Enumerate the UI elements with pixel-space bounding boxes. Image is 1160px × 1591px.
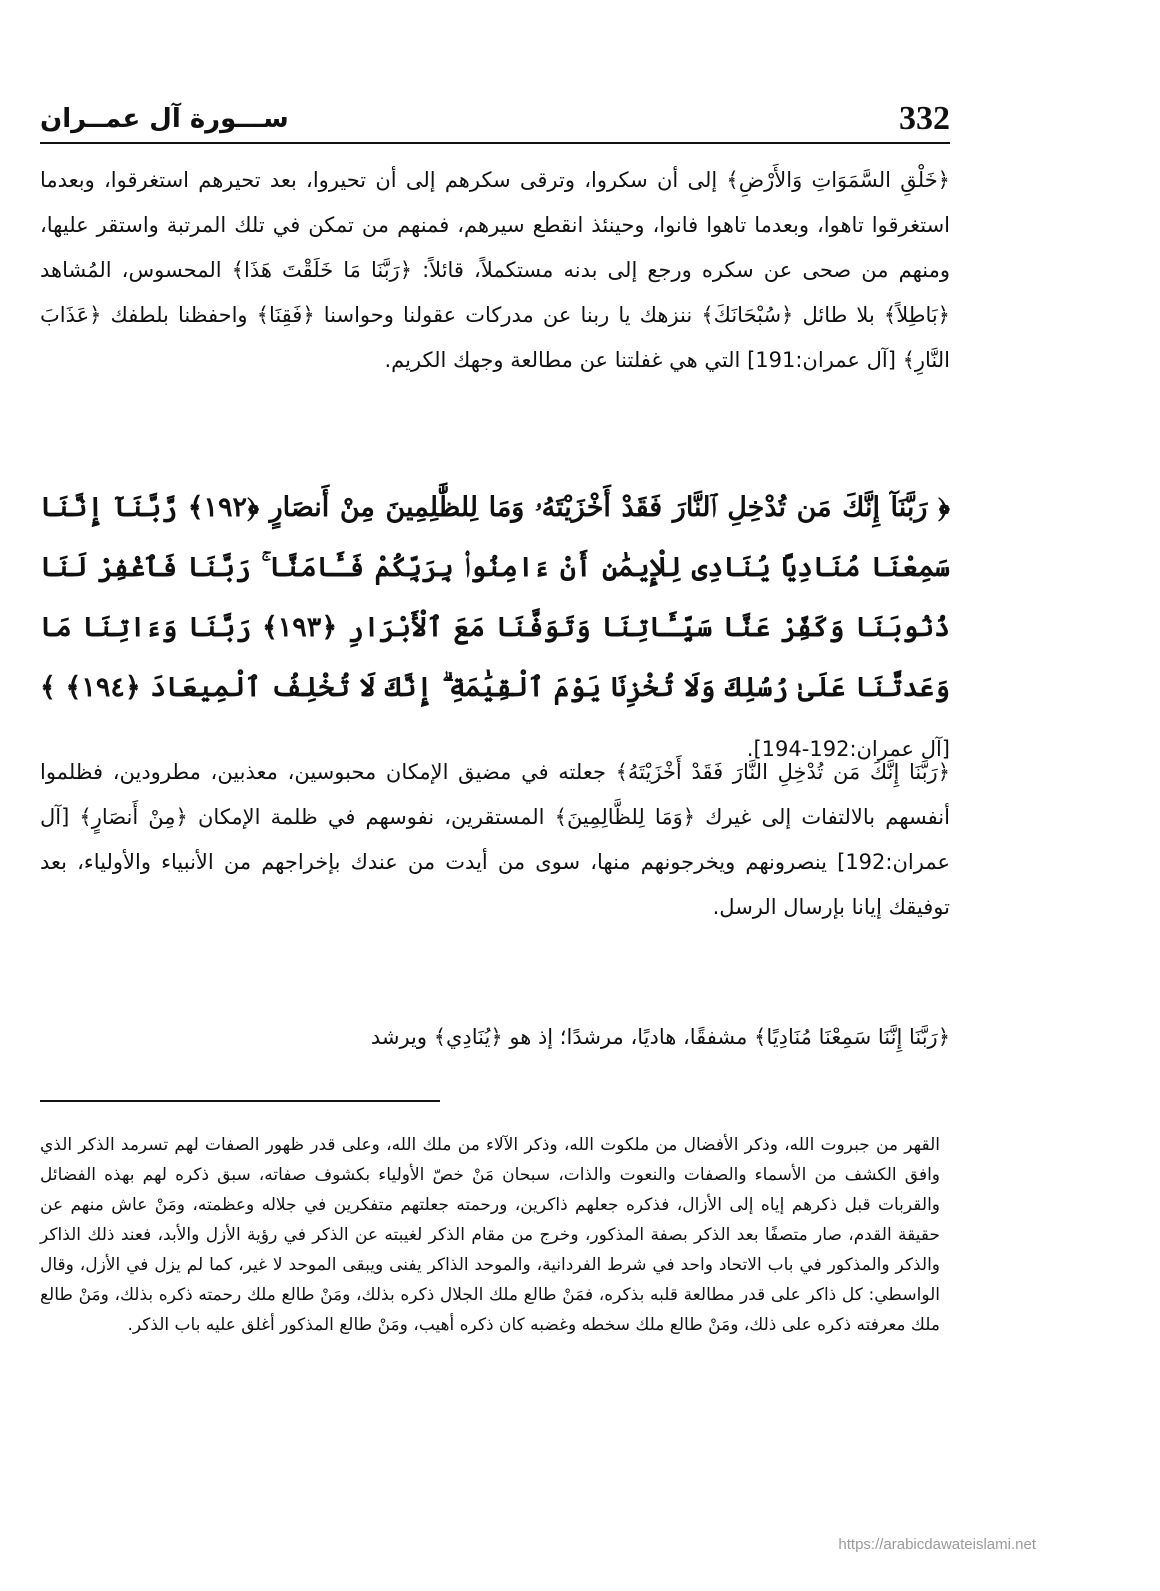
footnote-text: القهر من جبروت الله، وذكر الأفضال من ملكوت الله، وذكر الآلاء من ملك الله، وعلى قدر ظهور الصفات لهم تسرمد الذكر الذي وافق الكشف من الأسماء والصفات والنعوت والذات، سبحان مَنْ خصّ الأولياء بكشوف صفاته، سبق ذكره لهم بهذه الفضائل والقربات قبل ذكرهم إياه إلى الأزال، فذكره جعلهم ذاكرين، ورحمته جعلتهم متفكرين في جلاله وعظمته، ومَنْ عاش منهم عن حقيقة القدم، صار متصفًا بعد الذكر بصفة المذكور، وخرج من مقام الذكر لغيبته عن الذكر في رؤية الأزل والأبد، فعند ذلك الذاكر والذكر والمذكور في باب الاتحاد واحد في شرط الفردانية، والموحد الذاكر يفنى ويبقى الموحد لا غير، كما لم يزل في الأزل، وقال الواسطي: كل ذاكر على قدر مطالعة قلبه بذكره، فمَنْ طالع ملك الجلال ذكره بذلك، ومَنْ طالع ملك رحمته ذكره بذلك، ومَنْ طالع ملك معرفته ذكره على ذلك، ومَنْ طالع ملك سخطه وغضبه كان ذكره أهيب، ومَنْ طالع المذكور أغلق عليه باب الذكر.: [40, 1135, 940, 1335]
tafsir-paragraph-1: ﴿خَلْقِ السَّمَوَاتِ وَالأَرْضِ﴾ إلى أن سكروا، وترقى سكرهم إلى أن تحيروا، بعد تحيرهم استغرقوا، وبعدما استغرقوا تاهوا، وبعدما تاهوا فانوا، وحينئذ انقطع سيرهم، فمنهم من تمكن في تلك المرتبة واستقر عليها، ومنهم من صحى عن سكره ورجع إلى بدنه مستكملاً، قائلاً: ﴿رَبَّنَا مَا خَلَقْتَ هَذَا﴾ المحسوس، المُشاهد ﴿بَاطِلاً﴾ بلا طائل ﴿سُبْحَانَكَ﴾ ننزهك يا ربنا عن مدركات عقولنا وحواسنا ﴿فَقِنَا﴾ واحفظنا بلطفك ﴿عَذَابَ النَّارِ﴾ [آل عمران:191] التي هي غفلتنا عن مطالعة وجهك الكريم.: [40, 168, 950, 372]
tafsir-paragraph-2: ﴿رَبَّنَا إِنَّكَ مَن تُدْخِلِ النَّارَ فَقَدْ أَخْزَيْتَهُ﴾ جعلته في مضيق الإمكان محبوسين، معذبين، مطرودين، فظلموا أنفسهم بالالتفات إلى غيرك ﴿وَمَا لِلظَّالِمِينَ﴾ المستقرين، نفوسهم في ظلمة الإمكان ﴿مِنْ أَنصَارٍ﴾ [آل عمران:192] ينصرونهم ويخرجونهم منها، سوى من أيدت من عندك بإخراجهم من الأنبياء والأولياء، بعد توفيقك إيانا بإرسال الرسل.: [40, 760, 950, 919]
surah-title: ســـورة آل عمــران: [40, 104, 289, 134]
quran-verse-text: ﴿ رَبَّنَآ إِنَّكَ مَن تُدْخِلِ ٱلنَّارَ فَقَدْ أَخْزَيْتَهُۥ وَمَا لِلظَّٰلِمِينَ مِنْ أَنصَارٍ ﴿١٩٢﴾ رَّبَّنَآ إِنَّنَا سَمِعْنَا مُنَادِيًا يُنَادِى لِلْإِيمَٰنِ أَنْ ءَامِنُوا۟ بِرَبِّكُمْ فَـَٔامَنَّا ۚ رَبَّنَا فَٱغْفِرْ لَنَا ذُنُوبَنَا وَكَفِّرْ عَنَّا سَيِّـَٔاتِنَا وَتَوَفَّنَا مَعَ ٱلْأَبْرَارِ ﴿١٩٣﴾ رَبَّنَا وَءَاتِنَا مَا وَعَدتَّنَا عَلَىٰ رُسُلِكَ وَلَا تُخْزِنَا يَوْمَ ٱلْقِيَٰمَةِ ۗ إِنَّكَ لَا تُخْلِفُ ٱلْمِيعَادَ ﴿١٩٤﴾ ﴾: [40, 492, 951, 703]
verse-reference: [آل عمران:192-194].: [746, 737, 950, 761]
book-page: [40, 80, 950, 1560]
site-watermark: https://arabicdawateislami.net: [838, 1536, 1036, 1553]
footnote-divider: [40, 1100, 440, 1102]
quran-verse-block: [40, 478, 950, 779]
tafsir-paragraph-3: ﴿رَبَّنَا إِنَّنَا سَمِعْنَا مُنَادِيًا﴾ مشفقًا، هاديًا، مرشدًا؛ إذ هو ﴿يُنَادِي﴾ ويرشد: [370, 1025, 950, 1049]
page-number: 332: [899, 100, 950, 137]
page-header: [40, 80, 950, 144]
